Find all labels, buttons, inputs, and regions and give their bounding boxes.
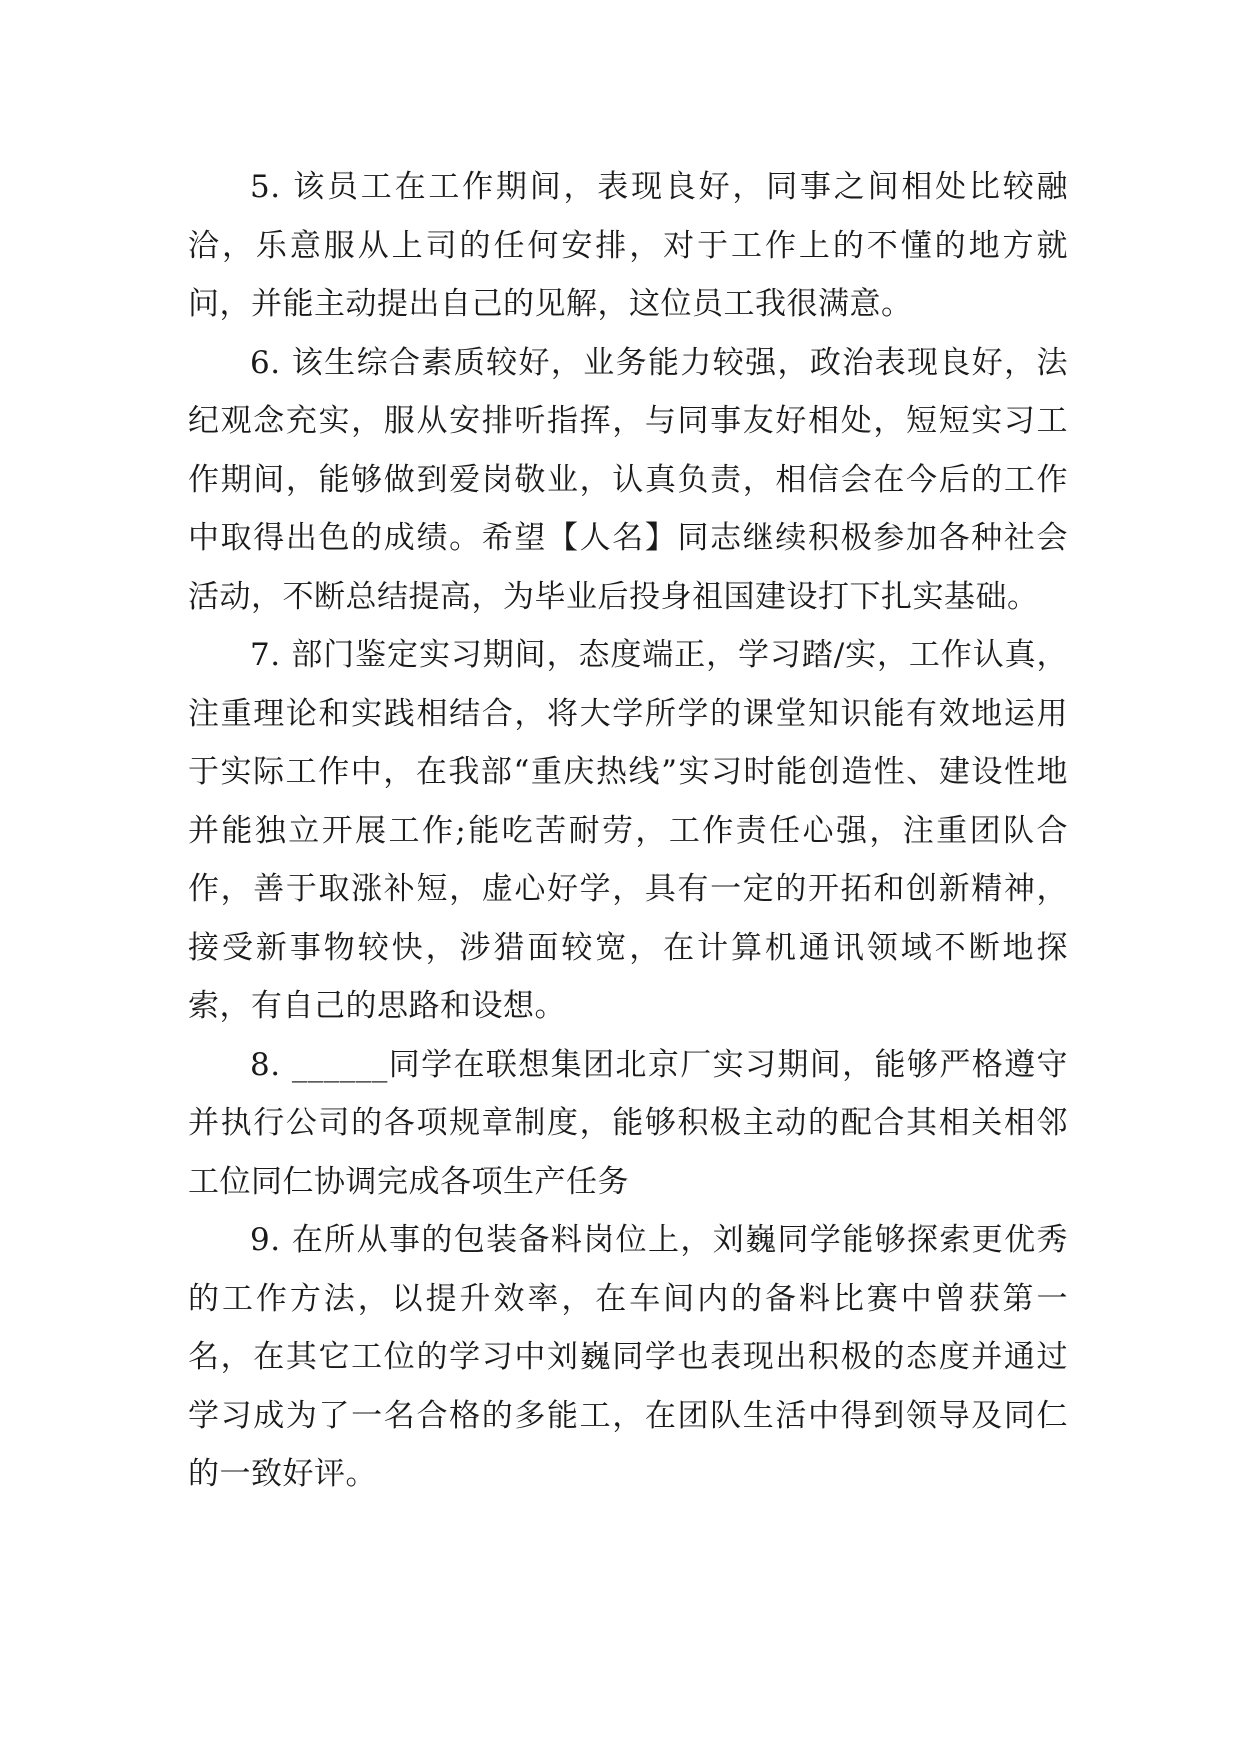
paragraph-8: 8. ______同学在联想集团北京厂实习期间，能够严格遵守并执行公司的各项规章制度，能够积极主动的配合其相关相邻工位同仁协调完成各项生产任务 [188,1046,1068,1200]
paragraph-9: 9. 在所从事的包装备料岗位上，刘巍同学能够探索更优秀的工作方法，以提升效率，在车间内的备料比赛中曾获第一名，在其它工位的学习中刘巍同学也表现出积极的态度并通过学习成为了一名合格的多能工，在团队生活中得到领导及同仁的一致好评。 [188,1222,1068,1492]
paragraph-6: 6. 该生综合素质较好，业务能力较强，政治表现良好，法纪观念充实，服从安排听指挥，与同事友好相处，短短实习工作期间，能够做到爱岗敬业，认真负责，相信会在今后的工作中取得出色的成绩。希望【人名】同志继续积极参加各种社会活动，不断总结提高，为毕业后投身祖国建设打下扎实基础。 [188,344,1068,615]
document-body [188,158,1068,1504]
paragraph-7: 7. 部门鉴定实习期间，态度端正，学习踏/实，工作认真，注重理论和实践相结合，将大学所学的课堂知识能有效地运用于实际工作中，在我部“重庆热线”实习时能创造性、建设性地并能独立开展工作;能吃苦耐劳，工作责任心强，注重团队合作，善于取涨补短，虚心好学，具有一定的开拓和创新精神，接受新事物较快，涉猎面较宽，在计算机通讯领域不断地探索，有自己的思路和设想。 [188,637,1068,1024]
paragraph-5: 5. 该员工在工作期间，表现良好，同事之间相处比较融洽，乐意服从上司的任何安排，对于工作上的不懂的地方就问，并能主动提出自己的见解，这位员工我很满意。 [188,169,1068,322]
